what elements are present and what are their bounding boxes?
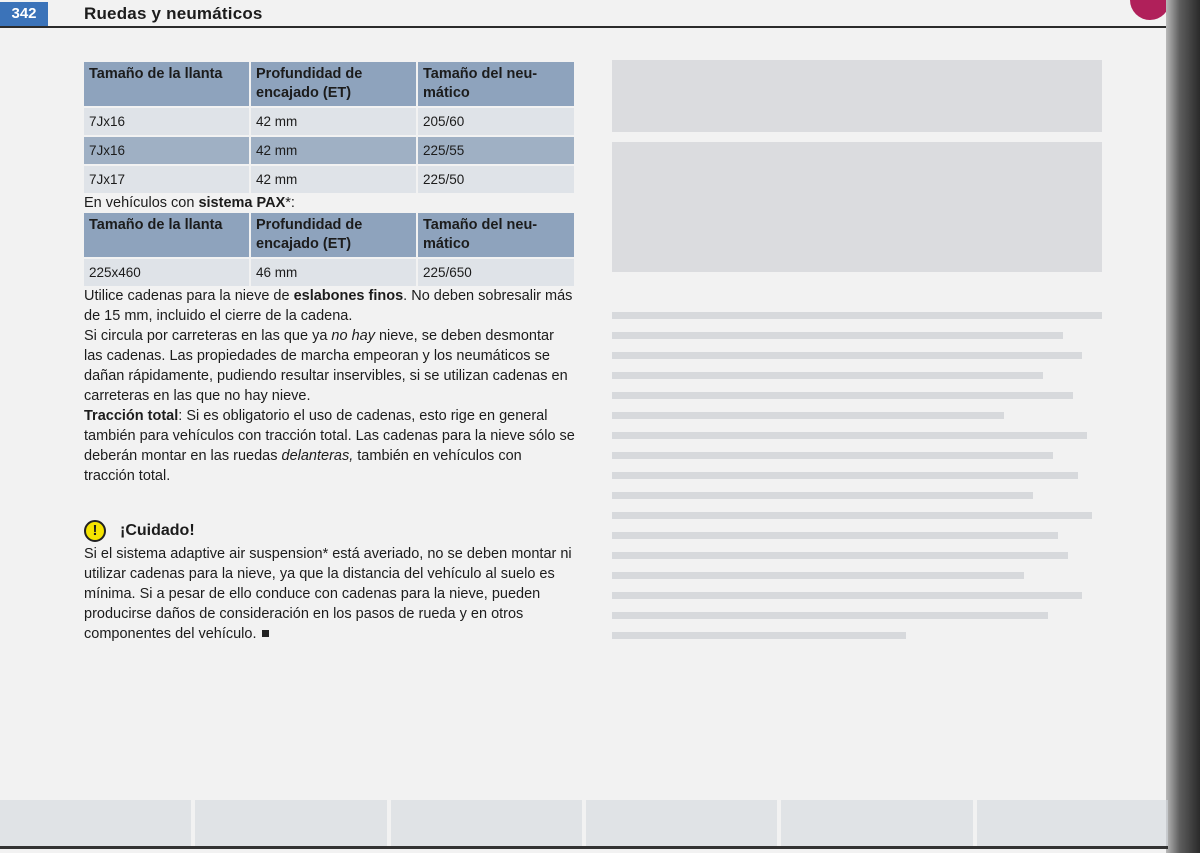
table-cell: 225/55	[417, 136, 574, 165]
ghost-line	[612, 432, 1087, 439]
main-column	[84, 62, 576, 644]
ghost-line	[612, 472, 1078, 479]
table-cell: 7Jx17	[84, 165, 250, 193]
no-snow-paragraph	[84, 326, 576, 406]
warning-icon: !	[84, 520, 106, 542]
table-cell: 42 mm	[250, 165, 417, 193]
ghost-line	[612, 572, 1024, 579]
header-rule	[0, 26, 1168, 28]
ghost-line	[612, 352, 1082, 359]
table-row	[84, 107, 574, 136]
table-row	[84, 165, 574, 193]
caution-header	[84, 518, 576, 544]
table-row	[84, 258, 574, 286]
ghost-line	[612, 532, 1058, 539]
bold-term: eslabones finos	[293, 288, 404, 304]
table-cell: 225x460	[84, 258, 250, 286]
ghost-line	[612, 412, 1004, 419]
snow-chain-paragraph	[84, 286, 576, 326]
page-header	[0, 0, 1200, 32]
footer-cell	[977, 800, 1168, 846]
ghost-line	[612, 512, 1092, 519]
column-header: Tamaño de la llanta	[84, 62, 250, 107]
ghost-line	[612, 372, 1043, 379]
ghost-line	[612, 312, 1102, 319]
footer-band	[0, 800, 1168, 846]
caution-text	[84, 544, 576, 644]
table-cell: 225/50	[417, 165, 574, 193]
ghost-table	[612, 142, 1102, 272]
faded-background-text	[612, 60, 1102, 652]
text-run: *:	[285, 195, 295, 211]
end-of-section-icon	[262, 630, 269, 637]
table-cell: 46 mm	[250, 258, 417, 286]
footer-cell	[195, 800, 386, 846]
text-run: también en vehículos con tracción total.	[84, 448, 522, 484]
text-run: Si el sistema adaptive air suspension* está averiado, no se deben montar ni utilizar cadenas para la nieve, ya que la distancia del vehículo al suelo es mínima. Si a pesar de ello conduce con cadenas para la nieve, pueden producirse daños de consideración en los pasos de rueda y en otros componentes del vehículo.	[84, 546, 572, 642]
footer-cell	[781, 800, 972, 846]
footer-cell	[586, 800, 777, 846]
table-row	[84, 136, 574, 165]
table-cell: 7Jx16	[84, 107, 250, 136]
text-run: . No deben sobresalir más de 15 mm, incluido el cierre de la cadena.	[84, 288, 573, 324]
rim-size-table	[84, 62, 574, 193]
bold-term: sistema PAX	[198, 195, 286, 211]
ghost-line	[612, 492, 1033, 499]
caution-box	[84, 518, 576, 644]
ghost-line	[612, 392, 1073, 399]
ghost-table	[612, 60, 1102, 132]
column-header: Profundidad de encajado (ET)	[250, 213, 417, 258]
ghost-line	[612, 452, 1053, 459]
footer-cell	[391, 800, 582, 846]
ghost-line	[612, 332, 1063, 339]
text-run: nieve, se deben desmontar las cadenas. Las propiedades de marcha empeoran y los neumáticos se dañan rápidamente, pudiendo resultar inservibles, si se utilizan cadenas en carreteras en las que no hay nieve.	[84, 328, 568, 404]
table-cell: 205/60	[417, 107, 574, 136]
column-header: Tamaño del neu-mático	[417, 213, 574, 258]
caution-title: ¡Cuidado!	[120, 522, 195, 539]
ghost-line	[612, 552, 1068, 559]
column-header: Tamaño del neu-mático	[417, 62, 574, 107]
ghost-line	[612, 612, 1048, 619]
page-edge-shadow	[1166, 0, 1200, 853]
column-header: Profundidad de encajado (ET)	[250, 62, 417, 107]
text-run: Si circula por carreteras en las que ya	[84, 328, 332, 344]
page-number: 342	[0, 2, 48, 26]
italic-term: no hay	[331, 328, 375, 344]
footer-cell	[0, 800, 191, 846]
italic-term: delanteras,	[281, 448, 354, 464]
chapter-title: Ruedas y neumáticos	[84, 4, 263, 23]
column-header: Tamaño de la llanta	[84, 213, 250, 258]
text-run: En vehículos con	[84, 195, 199, 211]
table-cell: 42 mm	[250, 107, 417, 136]
ghost-line	[612, 632, 906, 639]
table-cell: 42 mm	[250, 136, 417, 165]
bottom-rule	[0, 846, 1168, 849]
pax-intro	[84, 193, 576, 213]
all-wheel-drive-paragraph	[84, 406, 576, 486]
pax-rim-size-table	[84, 213, 574, 286]
text-run: : Si es obligatorio el uso de cadenas, esto rige en general también para vehículos con tracción total. Las cadenas para la nieve sólo se deberán montar en las ruedas	[84, 408, 575, 464]
table-cell: 7Jx16	[84, 136, 250, 165]
text-run: Utilice cadenas para la nieve de	[84, 288, 294, 304]
bold-term: Tracción total	[84, 408, 179, 424]
ghost-line	[612, 592, 1082, 599]
table-cell: 225/650	[417, 258, 574, 286]
